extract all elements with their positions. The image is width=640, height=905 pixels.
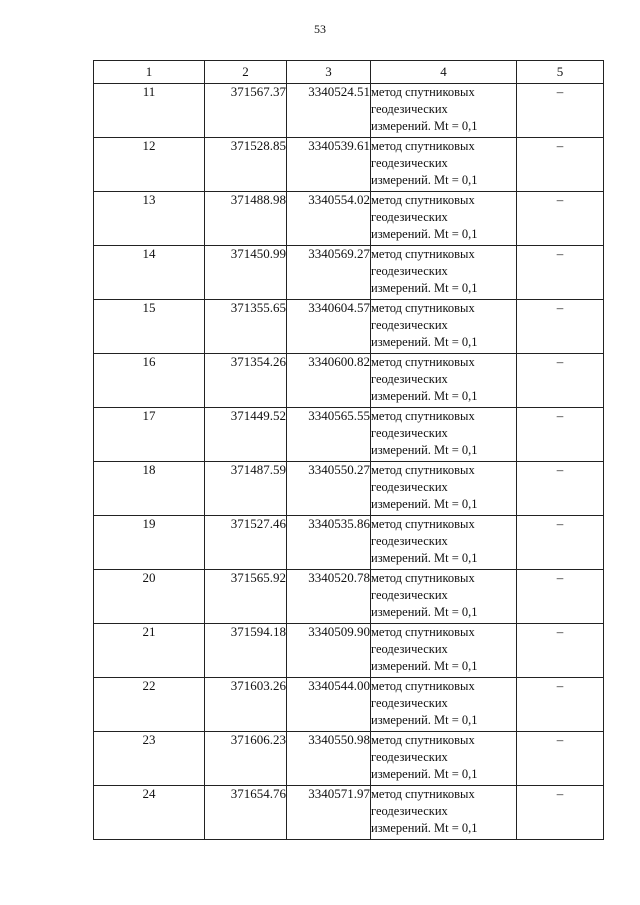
method-cell xyxy=(371,84,517,138)
method-text-line: измерений. Mt = 0,1 xyxy=(371,227,478,241)
method-text-line: измерений. Mt = 0,1 xyxy=(371,605,478,619)
y-coordinate-cell: 3340565.55 xyxy=(287,408,371,462)
note-cell: – xyxy=(517,570,604,624)
method-text-line: измерений. Mt = 0,1 xyxy=(371,713,478,727)
method-text-line: геодезических xyxy=(371,372,448,386)
method-cell xyxy=(371,462,517,516)
point-number-cell: 14 xyxy=(94,246,205,300)
y-coordinate-cell: 3340550.27 xyxy=(287,462,371,516)
note-cell: – xyxy=(517,192,604,246)
note-cell: – xyxy=(517,354,604,408)
point-number-cell: 15 xyxy=(94,300,205,354)
x-coordinate-cell: 371487.59 xyxy=(205,462,287,516)
y-coordinate-cell: 3340569.27 xyxy=(287,246,371,300)
table-row xyxy=(94,84,604,138)
table-row xyxy=(94,138,604,192)
point-number-cell: 13 xyxy=(94,192,205,246)
method-text-line: измерений. Mt = 0,1 xyxy=(371,659,478,673)
point-number-cell: 23 xyxy=(94,732,205,786)
column-header: 4 xyxy=(371,61,517,84)
x-coordinate-cell: 371528.85 xyxy=(205,138,287,192)
method-text-line: метод спутниковых xyxy=(371,625,475,639)
method-text-line: измерений. Mt = 0,1 xyxy=(371,497,478,511)
method-text-line: геодезических xyxy=(371,696,448,710)
y-coordinate-cell: 3340544.00 xyxy=(287,678,371,732)
table-row xyxy=(94,624,604,678)
method-text-line: измерений. Mt = 0,1 xyxy=(371,551,478,565)
note-cell: – xyxy=(517,678,604,732)
x-coordinate-cell: 371449.52 xyxy=(205,408,287,462)
note-cell: – xyxy=(517,624,604,678)
column-header: 1 xyxy=(94,61,205,84)
table-row xyxy=(94,678,604,732)
method-text-line: метод спутниковых xyxy=(371,247,475,261)
x-coordinate-cell: 371565.92 xyxy=(205,570,287,624)
x-coordinate-cell: 371594.18 xyxy=(205,624,287,678)
x-coordinate-cell: 371527.46 xyxy=(205,516,287,570)
point-number-cell: 18 xyxy=(94,462,205,516)
method-text-line: метод спутниковых xyxy=(371,139,475,153)
method-text-line: метод спутниковых xyxy=(371,85,475,99)
column-header: 5 xyxy=(517,61,604,84)
point-number-cell: 22 xyxy=(94,678,205,732)
y-coordinate-cell: 3340600.82 xyxy=(287,354,371,408)
y-coordinate-cell: 3340539.61 xyxy=(287,138,371,192)
table-row xyxy=(94,516,604,570)
method-text-line: измерений. Mt = 0,1 xyxy=(371,443,478,457)
table-row xyxy=(94,462,604,516)
method-text-line: геодезических xyxy=(371,156,448,170)
method-cell xyxy=(371,570,517,624)
method-text-line: геодезических xyxy=(371,750,448,764)
method-text-line: метод спутниковых xyxy=(371,733,475,747)
method-cell xyxy=(371,300,517,354)
note-cell: – xyxy=(517,246,604,300)
x-coordinate-cell: 371450.99 xyxy=(205,246,287,300)
x-coordinate-cell: 371488.98 xyxy=(205,192,287,246)
method-text-line: метод спутниковых xyxy=(371,517,475,531)
method-text-line: геодезических xyxy=(371,102,448,116)
method-text-line: измерений. Mt = 0,1 xyxy=(371,821,478,835)
table-row xyxy=(94,570,604,624)
point-number-cell: 24 xyxy=(94,786,205,840)
x-coordinate-cell: 371606.23 xyxy=(205,732,287,786)
method-cell xyxy=(371,354,517,408)
x-coordinate-cell: 371355.65 xyxy=(205,300,287,354)
method-cell xyxy=(371,624,517,678)
note-cell: – xyxy=(517,408,604,462)
table-header-row xyxy=(94,61,604,84)
method-text-line: метод спутниковых xyxy=(371,301,475,315)
point-number-cell: 20 xyxy=(94,570,205,624)
method-cell xyxy=(371,516,517,570)
method-cell xyxy=(371,246,517,300)
method-cell xyxy=(371,678,517,732)
x-coordinate-cell: 371603.26 xyxy=(205,678,287,732)
table-row xyxy=(94,354,604,408)
y-coordinate-cell: 3340554.02 xyxy=(287,192,371,246)
method-cell xyxy=(371,786,517,840)
point-number-cell: 16 xyxy=(94,354,205,408)
method-text-line: геодезических xyxy=(371,534,448,548)
note-cell: – xyxy=(517,138,604,192)
y-coordinate-cell: 3340604.57 xyxy=(287,300,371,354)
page-number: 53 xyxy=(314,22,326,36)
table-row xyxy=(94,732,604,786)
column-header: 3 xyxy=(287,61,371,84)
x-coordinate-cell: 371654.76 xyxy=(205,786,287,840)
y-coordinate-cell: 3340550.98 xyxy=(287,732,371,786)
x-coordinate-cell: 371567.37 xyxy=(205,84,287,138)
method-text-line: геодезических xyxy=(371,642,448,656)
method-text-line: геодезических xyxy=(371,480,448,494)
method-text-line: измерений. Mt = 0,1 xyxy=(371,173,478,187)
point-number-cell: 11 xyxy=(94,84,205,138)
method-cell xyxy=(371,192,517,246)
column-header: 2 xyxy=(205,61,287,84)
y-coordinate-cell: 3340520.78 xyxy=(287,570,371,624)
method-text-line: метод спутниковых xyxy=(371,571,475,585)
table-body xyxy=(94,84,604,840)
method-cell xyxy=(371,138,517,192)
note-cell: – xyxy=(517,84,604,138)
method-text-line: измерений. Mt = 0,1 xyxy=(371,389,478,403)
table-row xyxy=(94,246,604,300)
method-text-line: геодезических xyxy=(371,588,448,602)
method-text-line: геодезических xyxy=(371,426,448,440)
table-row xyxy=(94,786,604,840)
note-cell: – xyxy=(517,462,604,516)
method-text-line: метод спутниковых xyxy=(371,787,475,801)
method-text-line: измерений. Mt = 0,1 xyxy=(371,335,478,349)
y-coordinate-cell: 3340571.97 xyxy=(287,786,371,840)
method-text-line: измерений. Mt = 0,1 xyxy=(371,119,478,133)
method-text-line: метод спутниковых xyxy=(371,355,475,369)
point-number-cell: 19 xyxy=(94,516,205,570)
point-number-cell: 12 xyxy=(94,138,205,192)
x-coordinate-cell: 371354.26 xyxy=(205,354,287,408)
point-number-cell: 21 xyxy=(94,624,205,678)
coordinates-table xyxy=(93,60,604,840)
method-text-line: измерений. Mt = 0,1 xyxy=(371,767,478,781)
method-text-line: геодезических xyxy=(371,318,448,332)
note-cell: – xyxy=(517,300,604,354)
y-coordinate-cell: 3340509.90 xyxy=(287,624,371,678)
table-row xyxy=(94,300,604,354)
method-cell xyxy=(371,408,517,462)
note-cell: – xyxy=(517,516,604,570)
table-row xyxy=(94,192,604,246)
method-text-line: геодезических xyxy=(371,264,448,278)
method-text-line: метод спутниковых xyxy=(371,409,475,423)
method-text-line: геодезических xyxy=(371,804,448,818)
method-text-line: метод спутниковых xyxy=(371,679,475,693)
method-text-line: метод спутниковых xyxy=(371,463,475,477)
method-cell xyxy=(371,732,517,786)
table-row xyxy=(94,408,604,462)
method-text-line: измерений. Mt = 0,1 xyxy=(371,281,478,295)
y-coordinate-cell: 3340535.86 xyxy=(287,516,371,570)
point-number-cell: 17 xyxy=(94,408,205,462)
note-cell: – xyxy=(517,786,604,840)
y-coordinate-cell: 3340524.51 xyxy=(287,84,371,138)
note-cell: – xyxy=(517,732,604,786)
method-text-line: метод спутниковых xyxy=(371,193,475,207)
method-text-line: геодезических xyxy=(371,210,448,224)
